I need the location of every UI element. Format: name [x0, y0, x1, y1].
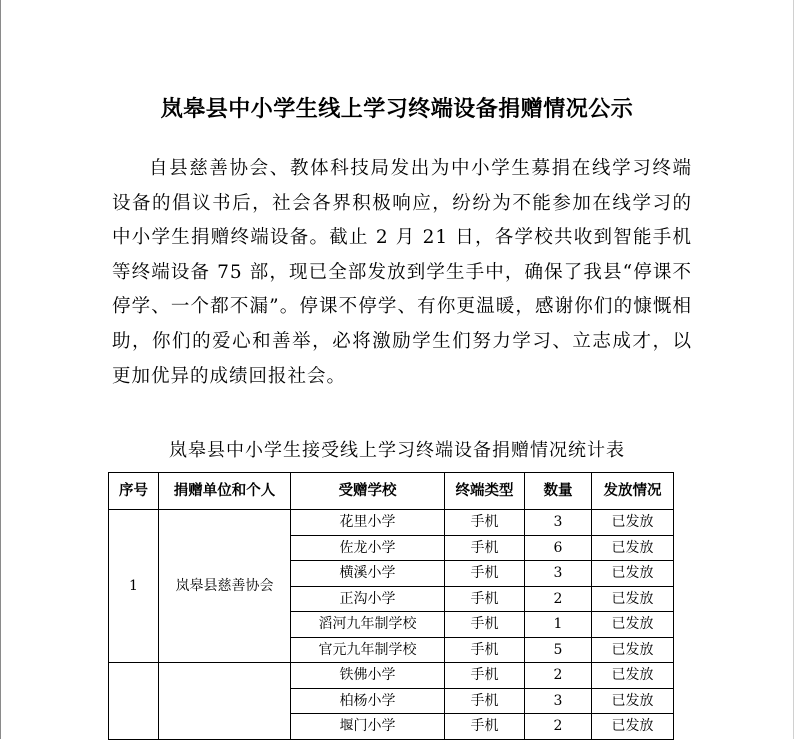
table-header-row	[109, 473, 674, 510]
cell-status: 已发放	[592, 688, 674, 714]
cell-quantity: 2	[525, 714, 592, 740]
cell-device-type: 手机	[445, 663, 525, 689]
donation-table	[108, 472, 674, 740]
cell-quantity: 2	[525, 663, 592, 689]
body-paragraph: 自县慈善协会、教体科技局发出为中小学生募捐在线学习终端设备的倡议书后，社会各界积极响应，纷纷为不能参加在线学习的中小学生捐赠终端设备。截止 2 月 21 日，各学校共收到智能手机等终端设备 75 部，现已全部发放到学生手中，确保了我县“停课不停学、一个都不漏”。停课不停学、有你更温暖，感谢你们的慷慨相助，你们的爱心和善举，必将激励学生们努力学习、立志成才，以更加优异的成绩回报社会。	[112, 158, 692, 387]
header-index: 序号	[109, 473, 159, 510]
page-title: 岚皋县中小学生线上学习终端设备捐赠情况公示	[160, 96, 634, 122]
cell-index	[109, 663, 159, 740]
cell-device-type: 手机	[445, 612, 525, 638]
cell-status: 已发放	[592, 586, 674, 612]
announcement-body	[112, 152, 692, 394]
cell-school: 柏杨小学	[291, 688, 445, 714]
cell-school: 堰门小学	[291, 714, 445, 740]
cell-quantity: 6	[525, 535, 592, 561]
header-device-type: 终端类型	[445, 473, 525, 510]
cell-quantity: 3	[525, 561, 592, 587]
cell-school: 花里小学	[291, 510, 445, 536]
cell-donor	[159, 663, 291, 740]
table-caption: 岚皋县中小学生接受线上学习终端设备捐赠情况统计表	[169, 440, 625, 461]
cell-status: 已发放	[592, 663, 674, 689]
cell-school: 滔河九年制学校	[291, 612, 445, 638]
table-row	[109, 663, 674, 689]
cell-device-type: 手机	[445, 586, 525, 612]
cell-status: 已发放	[592, 510, 674, 536]
header-donor: 捐赠单位和个人	[159, 473, 291, 510]
cell-quantity: 3	[525, 688, 592, 714]
cell-school: 正沟小学	[291, 586, 445, 612]
cell-status: 已发放	[592, 535, 674, 561]
cell-device-type: 手机	[445, 561, 525, 587]
table-row	[109, 510, 674, 536]
table-body	[109, 510, 674, 740]
cell-quantity: 1	[525, 612, 592, 638]
cell-device-type: 手机	[445, 688, 525, 714]
header-school: 受赠学校	[291, 473, 445, 510]
cell-quantity: 5	[525, 637, 592, 663]
cell-status: 已发放	[592, 637, 674, 663]
cell-device-type: 手机	[445, 714, 525, 740]
cell-school: 铁佛小学	[291, 663, 445, 689]
cell-school: 横溪小学	[291, 561, 445, 587]
cell-school: 佐龙小学	[291, 535, 445, 561]
cell-status: 已发放	[592, 561, 674, 587]
cell-quantity: 3	[525, 510, 592, 536]
header-quantity: 数量	[525, 473, 592, 510]
cell-donor: 岚皋县慈善协会	[159, 510, 291, 663]
cell-device-type: 手机	[445, 510, 525, 536]
cell-school: 官元九年制学校	[291, 637, 445, 663]
cell-device-type: 手机	[445, 535, 525, 561]
cell-index: 1	[109, 510, 159, 663]
cell-quantity: 2	[525, 586, 592, 612]
cell-status: 已发放	[592, 612, 674, 638]
header-status: 发放情况	[592, 473, 674, 510]
cell-status: 已发放	[592, 714, 674, 740]
cell-device-type: 手机	[445, 637, 525, 663]
